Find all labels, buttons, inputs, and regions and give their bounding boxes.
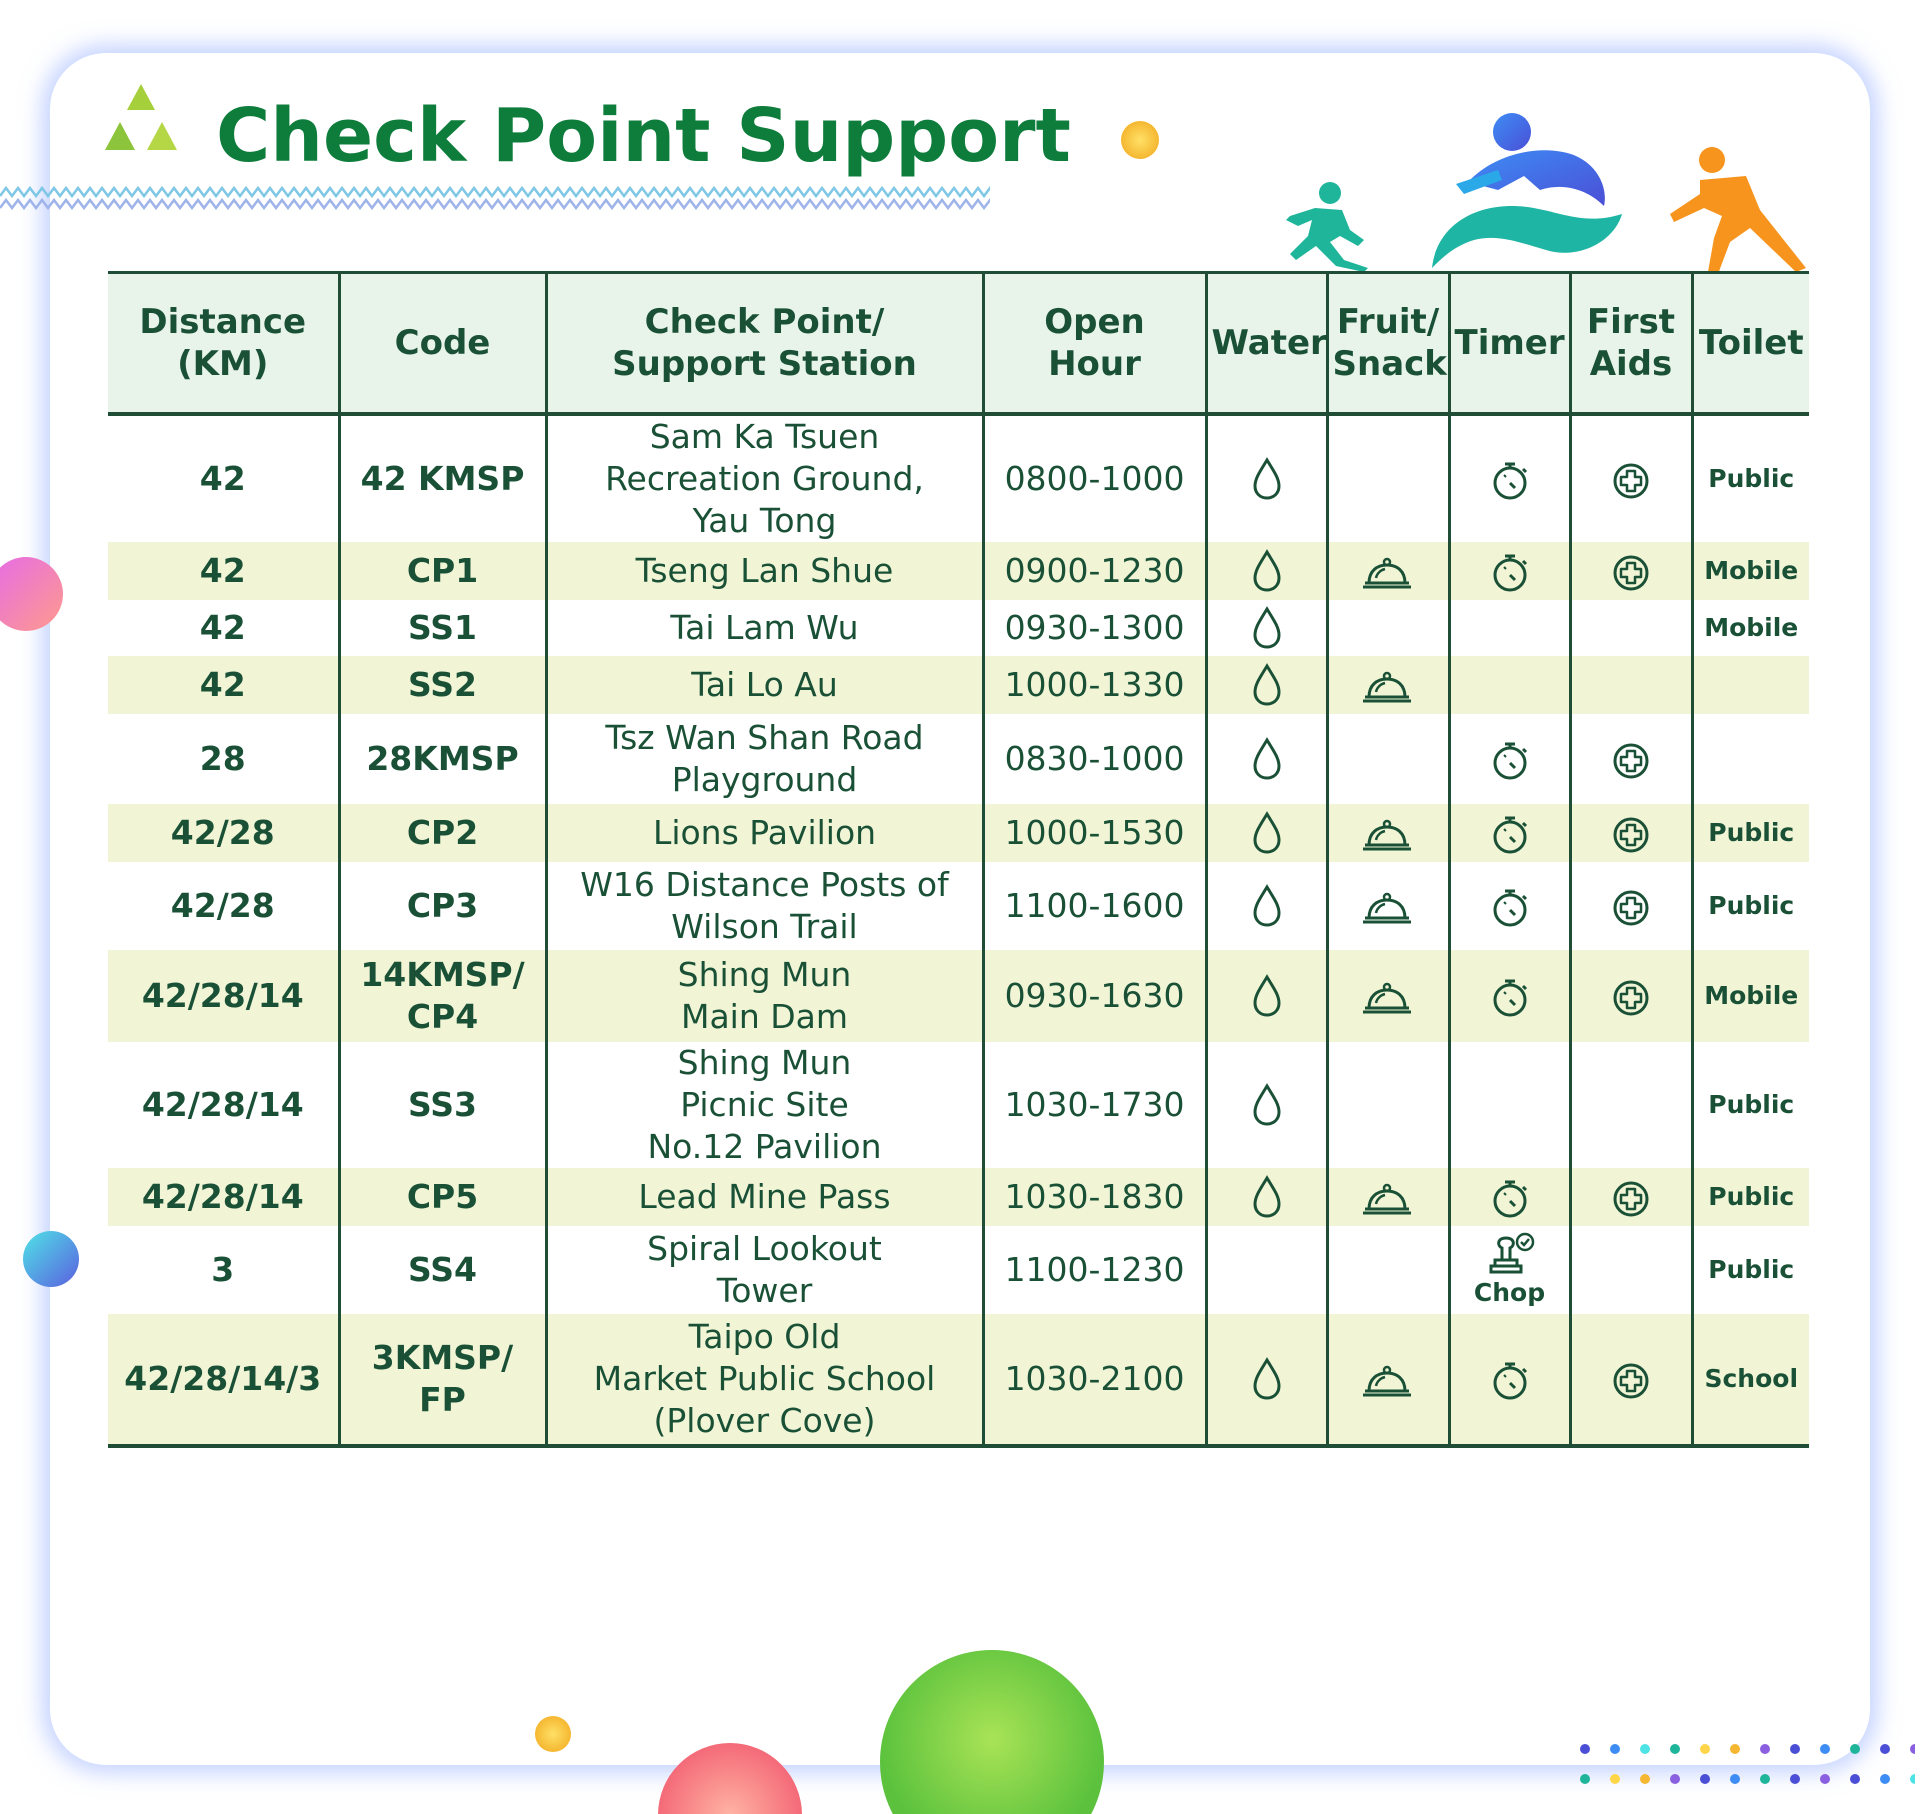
code-cell: 28KMSP xyxy=(339,714,546,804)
code-cell: 3KMSP/ FP xyxy=(339,1314,546,1446)
station-name-cell: Tai Lam Wu xyxy=(546,600,983,656)
open-hour-cell: 1030-1830 xyxy=(983,1168,1206,1226)
station-name-cell: Tseng Lan Shue xyxy=(546,542,983,600)
timer-cell xyxy=(1449,1226,1570,1314)
water-drop-icon xyxy=(1247,973,1287,1019)
table-body xyxy=(108,414,1809,1446)
code-cell: 42 KMSP xyxy=(339,414,546,542)
snack-cell xyxy=(1327,1314,1449,1446)
timer-cell xyxy=(1449,714,1570,804)
table-row xyxy=(108,1226,1809,1314)
water-cell xyxy=(1206,600,1327,656)
checkpoint-support-table xyxy=(108,271,1809,1448)
food-cloche-icon xyxy=(1359,1357,1417,1401)
stopwatch-icon xyxy=(1490,459,1530,501)
table-row xyxy=(108,1314,1809,1446)
col-fruit-snack-header: Fruit/ Snack xyxy=(1327,273,1449,415)
water-drop-icon xyxy=(1247,1356,1287,1402)
stopwatch-icon xyxy=(1490,551,1530,593)
station-name-cell: Sam Ka Tsuen Recreation Ground, Yau Tong xyxy=(546,414,983,542)
green-circle-decoration xyxy=(878,1648,1106,1814)
table-row xyxy=(108,1042,1809,1168)
distance-cell: 42/28/14 xyxy=(108,950,339,1042)
snack-cell xyxy=(1327,542,1449,600)
water-drop-icon xyxy=(1247,736,1287,782)
first-aid-cross-icon xyxy=(1611,886,1651,928)
first-aid-cell xyxy=(1570,804,1692,862)
first-aid-cell xyxy=(1570,950,1692,1042)
stopwatch-icon xyxy=(1490,813,1530,855)
first-aid-cell xyxy=(1570,600,1692,656)
stopwatch-icon xyxy=(1490,886,1530,928)
timer-cell xyxy=(1449,1314,1570,1446)
open-hour-cell: 0930-1300 xyxy=(983,600,1206,656)
first-aid-cross-icon xyxy=(1611,1177,1651,1219)
first-aid-cell xyxy=(1570,1314,1692,1446)
code-cell: SS1 xyxy=(339,600,546,656)
yellow-dot-decoration xyxy=(1120,120,1160,160)
small-yellow-dot-decoration xyxy=(533,1714,573,1754)
open-hour-cell: 0930-1630 xyxy=(983,950,1206,1042)
water-cell xyxy=(1206,414,1327,542)
food-cloche-icon xyxy=(1359,884,1417,928)
water-cell xyxy=(1206,804,1327,862)
col-toilet-header: Toilet xyxy=(1692,273,1809,415)
orange-runner-icon xyxy=(1660,146,1808,274)
col-code-header: Code xyxy=(339,273,546,415)
food-cloche-icon xyxy=(1359,1175,1417,1219)
zigzag-decoration xyxy=(0,184,990,218)
water-cell xyxy=(1206,1314,1327,1446)
water-cell xyxy=(1206,1226,1327,1314)
snack-cell xyxy=(1327,804,1449,862)
open-hour-cell: 1030-1730 xyxy=(983,1042,1206,1168)
food-cloche-icon xyxy=(1359,974,1417,1018)
toilet-cell: Public xyxy=(1692,1168,1809,1226)
snack-cell xyxy=(1327,862,1449,950)
table-row xyxy=(108,656,1809,714)
food-cloche-icon xyxy=(1359,549,1417,593)
snack-cell xyxy=(1327,600,1449,656)
timer-cell xyxy=(1449,542,1570,600)
code-cell: 14KMSP/ CP4 xyxy=(339,950,546,1042)
stopwatch-icon xyxy=(1490,739,1530,781)
distance-cell: 42 xyxy=(199,459,246,498)
water-cell xyxy=(1206,950,1327,1042)
distance-cell: 3 xyxy=(211,1250,235,1289)
station-name-cell: Lions Pavilion xyxy=(546,804,983,862)
code-cell: SS2 xyxy=(339,656,546,714)
station-name-cell: Tai Lo Au xyxy=(546,656,983,714)
table-row xyxy=(108,862,1809,950)
water-drop-icon xyxy=(1247,810,1287,856)
water-drop-icon xyxy=(1247,548,1287,594)
blue-circle-decoration xyxy=(22,1230,80,1288)
station-name-cell: Shing Mun Main Dam xyxy=(546,950,983,1042)
timer-cell xyxy=(1449,414,1570,542)
col-check-point-header: Check Point/ Support Station xyxy=(546,273,983,415)
toilet-cell: Public xyxy=(1692,862,1809,950)
pink-circle-decoration xyxy=(0,555,64,633)
open-hour-cell: 1030-2100 xyxy=(983,1314,1206,1446)
water-cell xyxy=(1206,656,1327,714)
first-aid-cell xyxy=(1570,1168,1692,1226)
toilet-cell xyxy=(1692,656,1809,714)
table-header-row xyxy=(108,273,1809,415)
dot-grid-decoration xyxy=(1575,1735,1915,1795)
col-timer-header: Timer xyxy=(1449,273,1570,415)
code-cell: SS3 xyxy=(339,1042,546,1168)
toilet-cell: School xyxy=(1692,1314,1809,1446)
food-cloche-icon xyxy=(1359,811,1417,855)
page-title: Check Point Support xyxy=(216,93,1071,179)
first-aid-cell xyxy=(1570,656,1692,714)
distance-cell: 42/28 xyxy=(170,886,275,925)
first-aid-cross-icon xyxy=(1611,551,1651,593)
col-distance-header: Distance (KM) xyxy=(108,273,339,415)
open-hour-cell: 0900-1230 xyxy=(983,542,1206,600)
first-aid-cell xyxy=(1570,1226,1692,1314)
stopwatch-icon xyxy=(1490,1177,1530,1219)
table-row xyxy=(108,950,1809,1042)
station-name-cell: Spiral Lookout Tower xyxy=(546,1226,983,1314)
timer-cell xyxy=(1449,804,1570,862)
toilet-cell: Public xyxy=(1692,1042,1809,1168)
first-aid-cell xyxy=(1570,414,1692,542)
first-aid-cell xyxy=(1570,1042,1692,1168)
distance-cell: 42 xyxy=(108,542,339,600)
distance-cell: 42/28 xyxy=(108,804,339,862)
distance-cell: 42/28/14 xyxy=(141,1085,304,1124)
distance-cell: 42/28/14/3 xyxy=(108,1314,339,1446)
water-cell xyxy=(1206,714,1327,804)
snack-cell xyxy=(1327,656,1449,714)
water-cell xyxy=(1206,862,1327,950)
first-aid-cell xyxy=(1570,542,1692,600)
toilet-cell: Public xyxy=(1692,1226,1809,1314)
col-water-header: Water xyxy=(1206,273,1327,415)
distance-cell: 28 xyxy=(199,739,246,778)
col-open-hour-header: Open Hour xyxy=(983,273,1206,415)
code-cell: CP1 xyxy=(339,542,546,600)
first-aid-cross-icon xyxy=(1611,739,1651,781)
open-hour-cell: 1100-1600 xyxy=(983,862,1206,950)
open-hour-cell: 0800-1000 xyxy=(983,414,1206,542)
toilet-cell: Mobile xyxy=(1692,600,1809,656)
water-drop-icon xyxy=(1247,605,1287,651)
first-aid-cross-icon xyxy=(1611,813,1651,855)
col-first-aids-header: First Aids xyxy=(1570,273,1692,415)
toilet-cell xyxy=(1692,714,1809,804)
table-row xyxy=(108,414,1809,542)
water-cell xyxy=(1206,1168,1327,1226)
water-drop-icon xyxy=(1247,456,1287,502)
snack-cell xyxy=(1327,414,1449,542)
snack-cell xyxy=(1327,714,1449,804)
toilet-cell: Mobile xyxy=(1692,542,1809,600)
station-name-cell: Tsz Wan Shan Road Playground xyxy=(546,714,983,804)
distance-cell: 42 xyxy=(199,608,246,647)
first-aid-cross-icon xyxy=(1611,459,1651,501)
stamp-icon xyxy=(1485,1232,1535,1276)
station-name-cell: Taipo Old Market Public School (Plover Cove) xyxy=(546,1314,983,1446)
blue-runner-icon xyxy=(1428,110,1624,270)
table-row xyxy=(108,804,1809,862)
water-drop-icon xyxy=(1247,1082,1287,1128)
teal-runner-icon xyxy=(1260,180,1370,272)
timer-cell xyxy=(1449,1042,1570,1168)
toilet-cell: Public xyxy=(1692,804,1809,862)
station-name-cell: Shing Mun Picnic Site No.12 Pavilion xyxy=(546,1042,983,1168)
first-aid-cross-icon xyxy=(1611,976,1651,1018)
water-cell xyxy=(1206,542,1327,600)
code-cell: SS4 xyxy=(339,1226,546,1314)
water-cell xyxy=(1206,1042,1327,1168)
food-cloche-icon xyxy=(1359,663,1417,707)
triangles-logo-icon xyxy=(96,82,186,164)
snack-cell xyxy=(1327,1168,1449,1226)
distance-cell: 42 xyxy=(108,656,339,714)
station-name-cell: W16 Distance Posts of Wilson Trail xyxy=(546,862,983,950)
snack-cell xyxy=(1327,1042,1449,1168)
timer-cell xyxy=(1449,1168,1570,1226)
timer-cell xyxy=(1449,862,1570,950)
stopwatch-icon xyxy=(1490,1359,1530,1401)
open-hour-cell: 1000-1330 xyxy=(983,656,1206,714)
open-hour-cell: 1000-1530 xyxy=(983,804,1206,862)
water-drop-icon xyxy=(1247,883,1287,929)
table-row xyxy=(108,1168,1809,1226)
code-cell: CP3 xyxy=(339,862,546,950)
first-aid-cell xyxy=(1570,714,1692,804)
table-row xyxy=(108,542,1809,600)
timer-cell xyxy=(1449,600,1570,656)
open-hour-cell: 0830-1000 xyxy=(983,714,1206,804)
distance-cell: 42/28/14 xyxy=(108,1168,339,1226)
chop-label: Chop xyxy=(1473,1278,1546,1308)
station-name-cell: Lead Mine Pass xyxy=(546,1168,983,1226)
coral-circle-decoration xyxy=(655,1740,805,1814)
water-drop-icon xyxy=(1247,662,1287,708)
first-aid-cross-icon xyxy=(1611,1359,1651,1401)
timer-cell xyxy=(1449,950,1570,1042)
stopwatch-icon xyxy=(1490,976,1530,1018)
toilet-cell: Mobile xyxy=(1692,950,1809,1042)
snack-cell xyxy=(1327,950,1449,1042)
table-row xyxy=(108,600,1809,656)
code-cell: CP2 xyxy=(339,804,546,862)
code-cell: CP5 xyxy=(339,1168,546,1226)
snack-cell xyxy=(1327,1226,1449,1314)
first-aid-cell xyxy=(1570,862,1692,950)
timer-cell xyxy=(1449,656,1570,714)
water-drop-icon xyxy=(1247,1174,1287,1220)
open-hour-cell: 1100-1230 xyxy=(983,1226,1206,1314)
table-row xyxy=(108,714,1809,804)
toilet-cell: Public xyxy=(1692,414,1809,542)
